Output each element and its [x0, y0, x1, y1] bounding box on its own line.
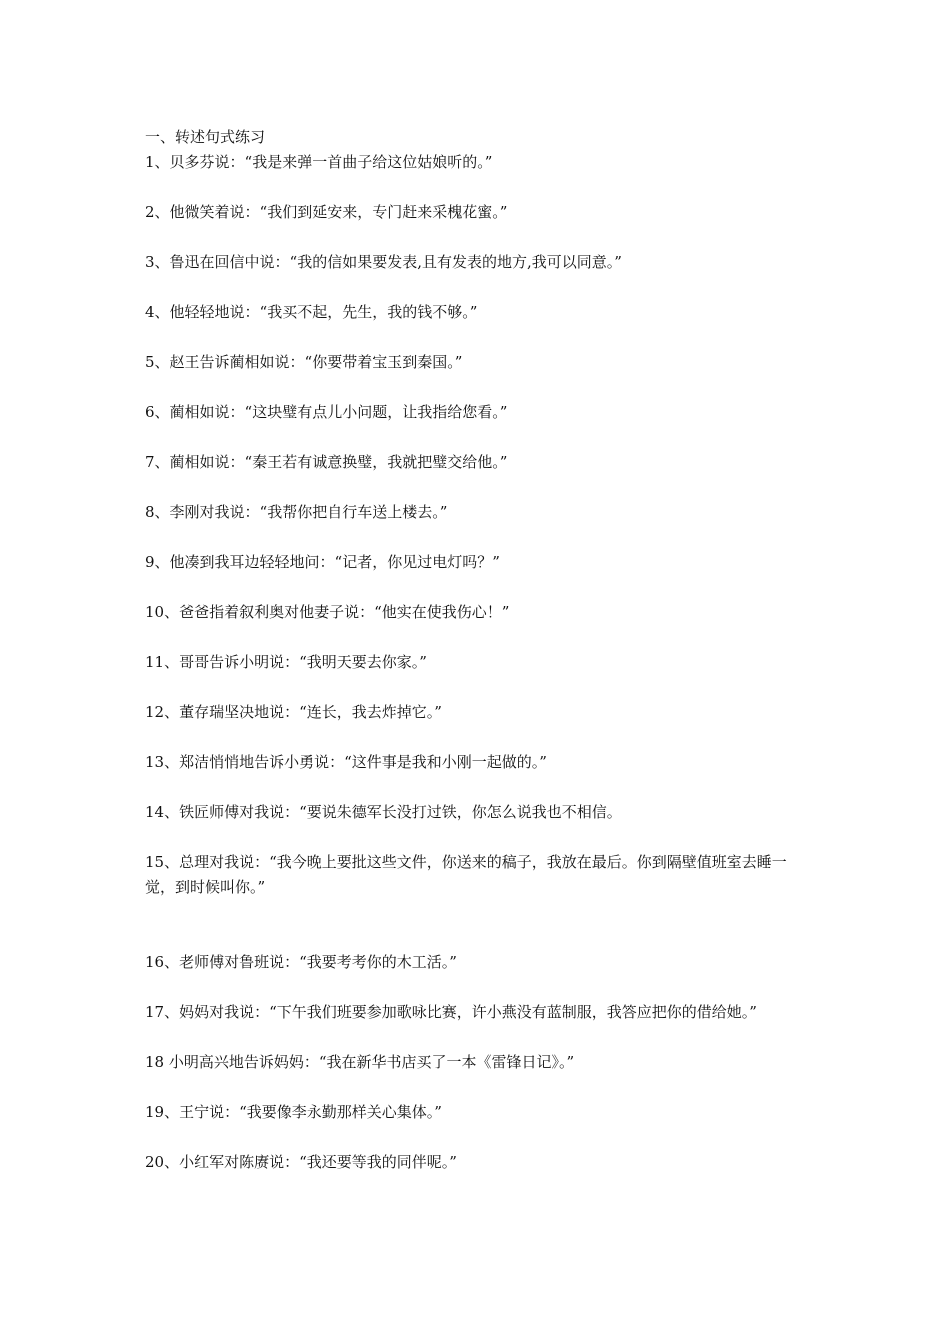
exercise-item-18: 18 小明高兴地告诉妈妈：“我在新华书店买了一本《雷锋日记》。” — [145, 1053, 575, 1071]
exercise-item-11: 11、哥哥告诉小明说：“我明天要去你家。” — [145, 653, 427, 671]
document-page — [145, 125, 810, 1200]
exercise-item-13: 13、郑洁悄悄地告诉小勇说：“这件事是我和小刚一起做的。” — [145, 753, 547, 771]
exercise-item-19: 19、王宁说：“我要像李永勤那样关心集体。” — [145, 1103, 442, 1121]
exercise-item-1: 1、贝多芬说：“我是来弹一首曲子给这位姑娘听的。” — [145, 153, 493, 171]
exercise-item-5: 5、赵王告诉蔺相如说：“你要带着宝玉到秦国。” — [145, 353, 463, 371]
exercise-item-12: 12、董存瑞坚决地说：“连长，我去炸掉它。” — [145, 703, 442, 721]
exercise-item-14: 14、铁匠师傅对我说：“要说朱德军长没打过铁，你怎么说我也不相信。 — [145, 803, 622, 821]
exercise-item-17: 17、妈妈对我说：“下午我们班要参加歌咏比赛，许小燕没有蓝制服，我答应把你的借给她。” — [145, 1003, 757, 1021]
exercise-item-16: 16、老师傅对鲁班说：“我要考考你的木工活。” — [145, 953, 457, 971]
exercise-item-20: 20、小红军对陈赓说：“我还要等我的同伴呢。” — [145, 1153, 457, 1171]
exercise-item-2: 2、他微笑着说：“我们到延安来，专门赶来采槐花蜜。” — [145, 203, 508, 221]
exercise-item-4: 4、他轻轻地说：“我买不起，先生，我的钱不够。” — [145, 303, 478, 321]
exercise-item-8: 8、李刚对我说：“我帮你把自行车送上楼去。” — [145, 503, 448, 521]
exercise-item-10: 10、爸爸指着叙利奥对他妻子说：“他实在使我伤心！” — [145, 603, 510, 621]
exercise-item-7: 7、蔺相如说：“秦王若有诚意换璧，我就把璧交给他。” — [145, 453, 508, 471]
exercise-item-3: 3、鲁迅在回信中说：“我的信如果要发表,且有发表的地方,我可以同意。” — [145, 253, 622, 271]
exercise-item-9: 9、他凑到我耳边轻轻地问：“记者，你见过电灯吗？” — [145, 553, 500, 571]
exercise-item-6: 6、蔺相如说：“这块璧有点儿小问题，让我指给您看。” — [145, 403, 508, 421]
exercise-item-15: 15、总理对我说：“我今晚上要批这些文件，你送来的稿子，我放在最后。你到隔壁值班室去睡一觉，到时候叫你。” — [145, 853, 787, 896]
section-heading: 一、转述句式练习 — [145, 128, 266, 146]
